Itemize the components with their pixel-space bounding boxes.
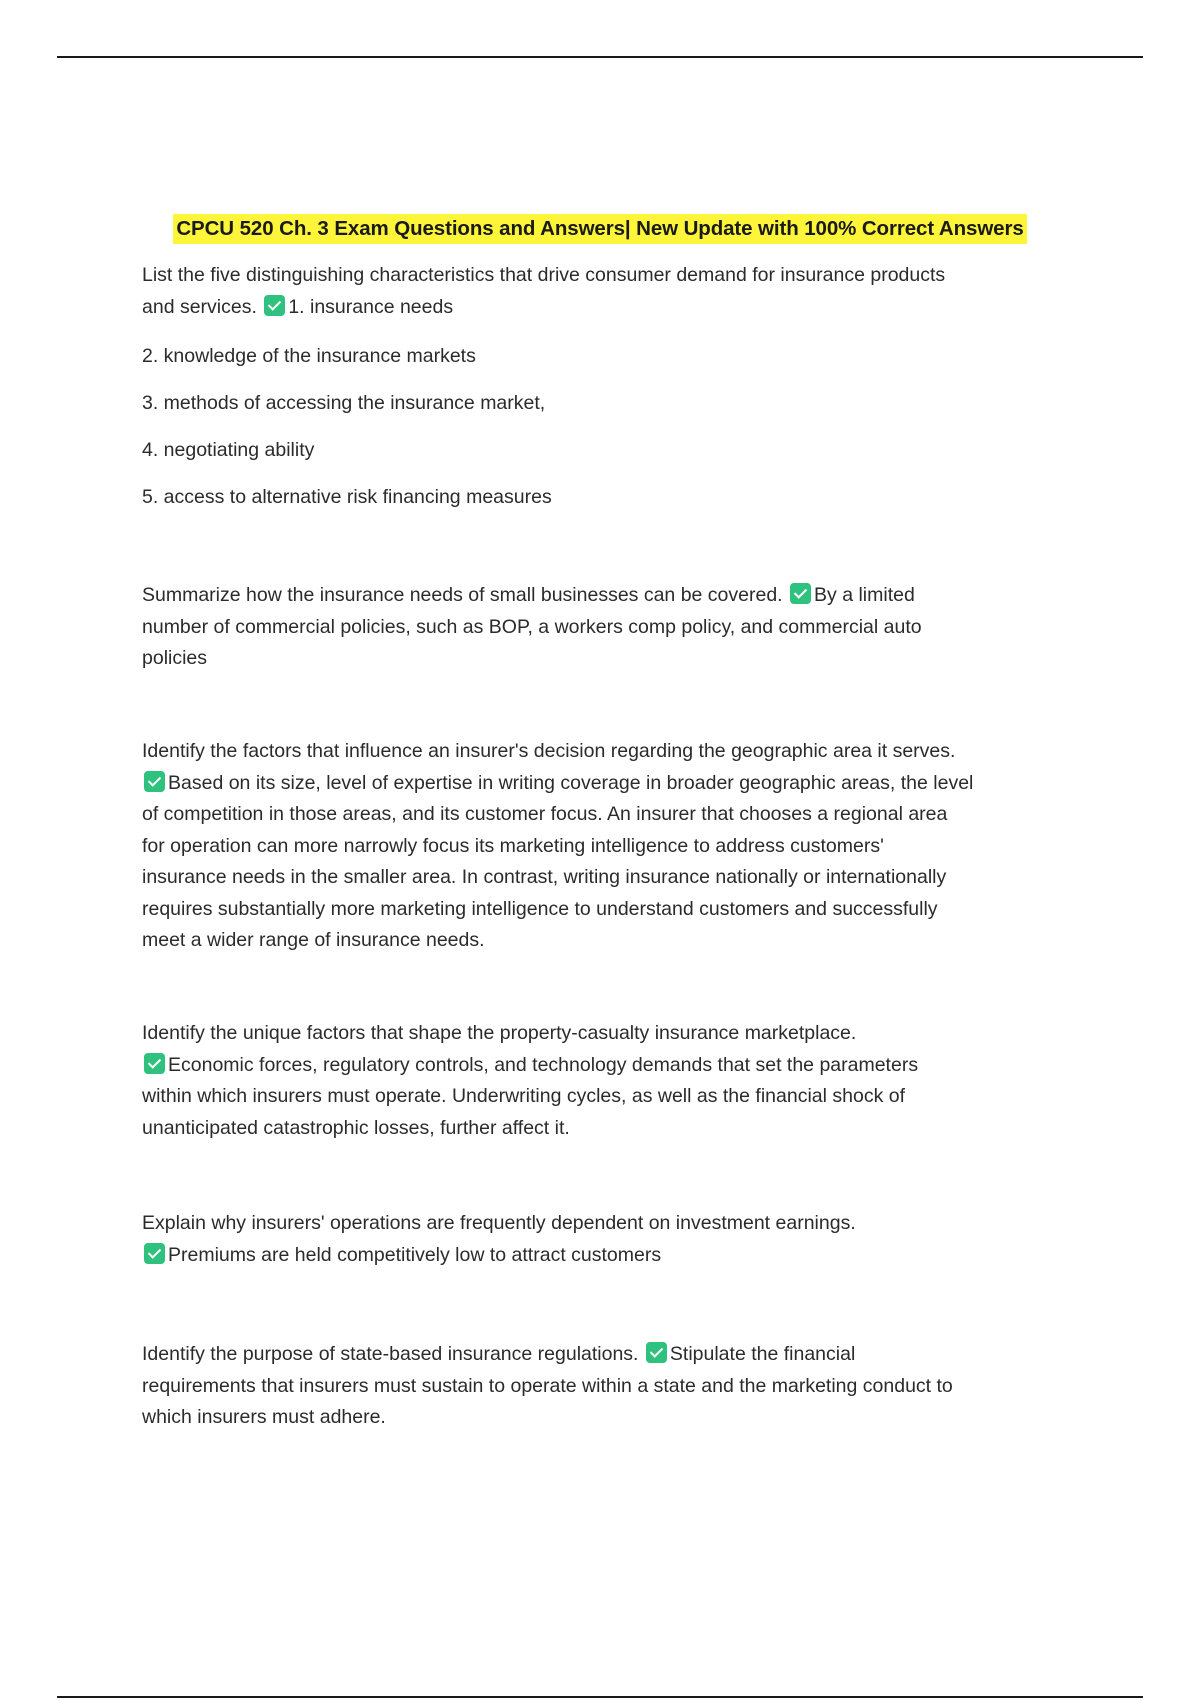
title-container [0,214,1200,244]
answer-text: meet a wider range of insurance needs. [142,929,485,951]
answer-text: requires substantially more marketing intelligence to understand customers and successfully [142,897,938,920]
document-title: CPCU 520 Ch. 3 Exam Questions and Answers| New Update with 100% Correct Answers [173,214,1026,244]
list-item: 3. methods of accessing the insurance market, [142,392,546,414]
question-line [142,580,1082,612]
question-text: Identify the purpose of state-based insurance regulations. [142,1343,639,1365]
footer-rule [57,1696,1143,1698]
answer-text: Premiums are held competitively low to attract customers [168,1243,662,1266]
check-mark-icon [646,1342,667,1363]
answer-line [142,1240,1082,1272]
check-mark-icon [144,1243,165,1264]
answer-line [142,1050,1082,1082]
header-rule [57,56,1143,58]
answer-line [142,292,1082,324]
question-text: Summarize how the insurance needs of small businesses can be covered. [142,584,783,606]
answer-text: requirements that insurers must sustain to operate within a state and the marketing conduct to [142,1374,953,1397]
answer-text: number of commercial policies, such as BOP, a workers comp policy, and commercial auto [142,615,922,638]
qa-block-2 [142,580,1082,675]
list-item: 5. access to alternative risk financing measures [142,486,552,508]
answer-text: of competition in those areas, and its customer focus. An insurer that chooses a regional area [142,803,948,825]
answer-text: for operation can more narrowly focus its marketing intelligence to address customers' [142,834,884,857]
question-line [142,1339,1082,1371]
answer-text: insurance needs in the smaller area. In contrast, writing insurance nationally or internationally [142,866,947,888]
answer-text: Economic forces, regulatory controls, and technology demands that set the parameters [168,1053,919,1076]
qa-block-1 [142,260,1082,323]
check-mark-icon [144,771,165,792]
question-text: Explain why insurers' operations are frequently dependent on investment earnings. [142,1212,856,1234]
answer-text: By a limited [814,584,915,606]
list-item: 4. negotiating ability [142,439,315,461]
check-mark-icon [264,295,285,316]
answer-text: Stipulate the financial [669,1343,856,1365]
question-text: Identify the unique factors that shape the property-casualty insurance marketplace. [142,1022,857,1044]
answer-text: 1. insurance needs [288,295,454,318]
qa-block-3 [142,736,1082,957]
answer-text: within which insurers must operate. Underwriting cycles, as well as the financial shock of [142,1085,905,1107]
qa-block-6 [142,1339,1082,1434]
answer-text: policies [142,647,208,669]
qa-block-4 [142,1018,1082,1144]
qa-block-5 [142,1208,1082,1271]
question-text: List the five distinguishing characteristics that drive consumer demand for insurance products [142,264,946,286]
answer-text: Based on its size, level of expertise in writing coverage in broader geographic areas, the level [168,771,974,794]
list-item: 2. knowledge of the insurance markets [142,345,476,367]
question-text: and services. [142,295,257,318]
check-mark-icon [144,1053,165,1074]
check-mark-icon [790,583,811,604]
answer-text: which insurers must adhere. [142,1406,386,1428]
answer-text: unanticipated catastrophic losses, further affect it. [142,1116,570,1139]
question-text: Identify the factors that influence an insurer's decision regarding the geographic area it serves. [142,740,956,762]
answer-line [142,768,1082,800]
